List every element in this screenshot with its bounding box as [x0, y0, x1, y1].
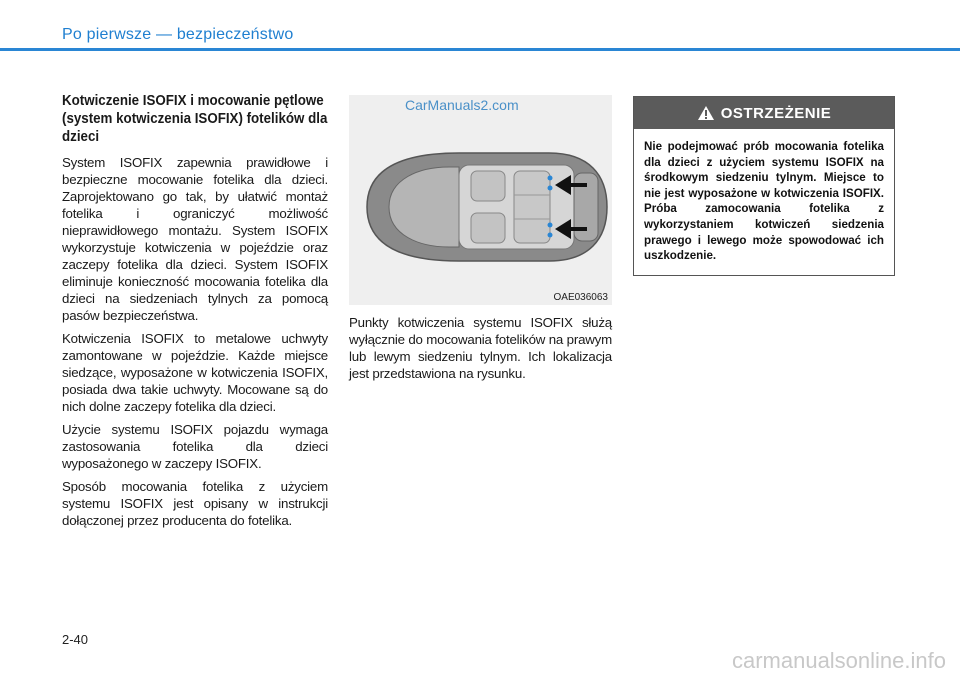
section-heading: Kotwiczenie ISOFIX i mocowanie pętlowe (system kotwiczenia ISOFIX) fotelików dla dzieci [62, 93, 328, 145]
header-divider [0, 48, 960, 51]
footer-watermark: carmanualsonline.info [731, 648, 946, 673]
figure-code: OAE036063 [553, 292, 608, 303]
paragraph-3: Użycie systemu ISOFIX pojazdu wymaga zastosowania fotelika dla dzieci wyposażonego w zaczepy ISOFIX. [62, 422, 328, 471]
warning-box [633, 96, 895, 276]
page-number: 2-40 [62, 632, 89, 647]
warning-text: Nie podejmować prób mocowania fotelika dla dzieci z użyciem systemu ISOFIX na środkowym siedzeniu tylnym. Miejsce to nie jest wyposażone w kotwiczenia ISOFIX. Próba zamocowania fotelika z wykorzystaniem kotwiczeń siedzenia prawego i lewego może spowodować ich uszkodzenie. [644, 140, 884, 263]
text-column-left [62, 92, 328, 535]
paragraph-4: Sposób mocowania fotelika z użyciem systemu ISOFIX jest opisany w instrukcji dołączonej przez producenta do fotelika. [62, 479, 328, 528]
car-top-view-illustration [349, 95, 612, 305]
warning-triangle-icon [697, 105, 715, 121]
isofix-anchor-3 [548, 223, 553, 228]
isofix-anchor-4 [548, 233, 553, 238]
text-column-middle [349, 95, 612, 388]
isofix-anchor-1 [548, 176, 553, 181]
figure-watermark: CarManuals2.com [405, 97, 519, 113]
isofix-figure [349, 95, 612, 305]
isofix-anchor-2 [548, 186, 553, 191]
paragraph-1: System ISOFIX zapewnia prawidłowe i bezpieczne mocowanie fotelika dla dzieci. Zaprojektowano go tak, by ułatwić montaż fotelika i ograniczyć możliwość nieprawidłowego montażu. System ISOFIX wykorzystuje kotwiczenia w pojeździe oraz zaczepy fotelika dla dzieci. System ISOFIX eliminuje konieczność mocowania fotelika dla dzieci na siedzeniach tylnych za pomocą pasów bezpieczeństwa. [62, 155, 328, 323]
figure-caption: Punkty kotwiczenia systemu ISOFIX służą wyłącznie do mocowania fotelików na prawym lub lewym siedzeniu tylnym. Ich lokalizacja jest przedstawiona na rysunku. [349, 315, 612, 381]
warning-title: OSTRZEŻENIE [720, 104, 832, 122]
running-header: Po pierwsze — bezpieczeństwo [62, 26, 294, 43]
paragraph-2: Kotwiczenia ISOFIX to metalowe uchwyty zamontowane w pojeździe. Każde miejsce siedzące, wyposażone w kotwiczenia ISOFIX, posiada dwa takie uchwyty. Mocowane są do nich dolne zaczepy fotelika dla dzieci. [62, 331, 328, 414]
warning-header [634, 97, 894, 129]
